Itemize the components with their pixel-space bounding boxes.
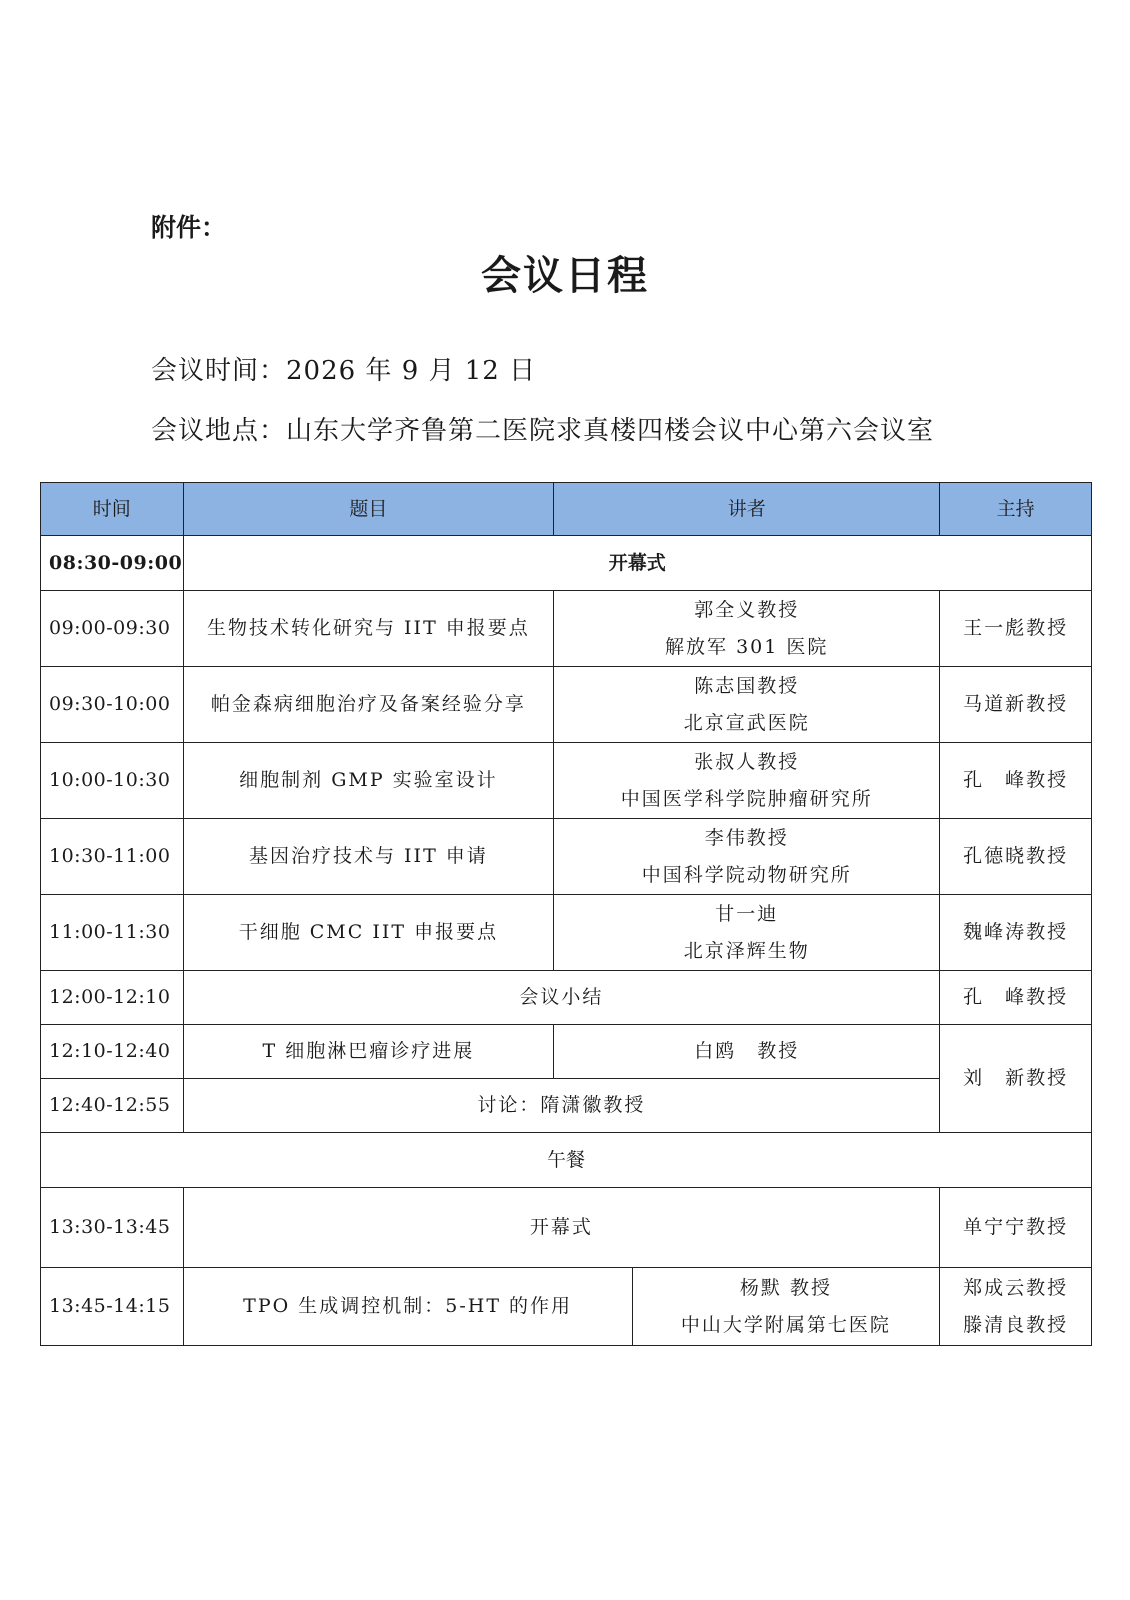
summary-time: 12:00-12:10 [41, 971, 184, 1025]
lymphoma-speaker: 白鸥 教授 [554, 1025, 940, 1079]
row-speaker-cell [554, 743, 940, 819]
lunch-label: 午餐 [41, 1133, 1092, 1188]
row-host: 孔德晓教授 [940, 819, 1092, 895]
schedule-table [40, 482, 1092, 1346]
lymphoma-host: 刘 新教授 [940, 1025, 1092, 1133]
row-affiliation: 解放军 301 医院 [665, 635, 829, 658]
row-speaker: 郭全义教授 [694, 599, 800, 622]
page-title: 会议日程 [481, 253, 649, 299]
row-speaker-cell [554, 591, 940, 667]
discussion-title: 讨论：隋潇徽教授 [183, 1079, 940, 1133]
row-topic: 基因治疗技术与 IIT 申请 [183, 819, 554, 895]
header-topic: 题目 [183, 483, 554, 536]
meeting-time: 会议时间：2026 年 9 月 12 日 [151, 356, 537, 386]
opening-time: 08:30-09:00 [41, 536, 184, 591]
tpo-speaker-cell [632, 1268, 940, 1346]
row-affiliation: 中国科学院动物研究所 [641, 863, 852, 886]
lymphoma-row [41, 1025, 1092, 1079]
row-host: 王一彪教授 [940, 591, 1092, 667]
row-speaker-cell [554, 819, 940, 895]
row-affiliation: 中国医学科学院肿瘤研究所 [620, 787, 873, 810]
summary-title: 会议小结 [183, 971, 940, 1025]
row-speaker: 甘一迪 [715, 903, 779, 926]
row-time: 10:30-11:00 [41, 819, 184, 895]
afternoon-opening-title: 开幕式 [183, 1188, 940, 1268]
tpo-host-1: 郑成云教授 [963, 1277, 1069, 1300]
row-topic: 细胞制剂 GMP 实验室设计 [183, 743, 554, 819]
table-row [41, 743, 1092, 819]
tpo-time: 13:45-14:15 [41, 1268, 184, 1346]
row-host: 马道新教授 [940, 667, 1092, 743]
row-time: 09:00-09:30 [41, 591, 184, 667]
discussion-row [41, 1079, 1092, 1133]
table-row [41, 667, 1092, 743]
tpo-topic: TPO 生成调控机制：5-HT 的作用 [183, 1268, 632, 1346]
lymphoma-time: 12:10-12:40 [41, 1025, 184, 1079]
summary-host: 孔 峰教授 [940, 971, 1092, 1025]
header-speaker: 讲者 [554, 483, 940, 536]
row-speaker: 李伟教授 [704, 827, 789, 850]
row-topic: 干细胞 CMC IIT 申报要点 [183, 895, 554, 971]
row-time: 11:00-11:30 [41, 895, 184, 971]
tpo-affiliation: 中山大学附属第七医院 [680, 1313, 891, 1336]
tpo-host-cell [940, 1268, 1092, 1346]
lymphoma-topic: T 细胞淋巴瘤诊疗进展 [183, 1025, 554, 1079]
row-topic: 生物技术转化研究与 IIT 申报要点 [183, 591, 554, 667]
header-host: 主持 [940, 483, 1092, 536]
afternoon-opening-time: 13:30-13:45 [41, 1188, 184, 1268]
row-host: 魏峰涛教授 [940, 895, 1092, 971]
table-row [41, 895, 1092, 971]
summary-row [41, 971, 1092, 1025]
row-speaker: 张叔人教授 [694, 751, 800, 774]
row-speaker: 陈志国教授 [694, 675, 800, 698]
row-host: 孔 峰教授 [940, 743, 1092, 819]
table-row [41, 819, 1092, 895]
row-affiliation: 北京宣武医院 [683, 711, 810, 734]
row-speaker-cell [554, 667, 940, 743]
tpo-host-2: 滕清良教授 [963, 1313, 1069, 1336]
row-affiliation: 北京泽辉生物 [683, 939, 810, 962]
afternoon-opening-host: 单宁宁教授 [940, 1188, 1092, 1268]
row-speaker-cell [554, 895, 940, 971]
header-time: 时间 [41, 483, 184, 536]
discussion-time: 12:40-12:55 [41, 1079, 184, 1133]
row-time: 09:30-10:00 [41, 667, 184, 743]
row-topic: 帕金森病细胞治疗及备案经验分享 [183, 667, 554, 743]
table-row [41, 591, 1092, 667]
row-time: 10:00-10:30 [41, 743, 184, 819]
opening-title: 开幕式 [183, 536, 1091, 591]
lunch-row [41, 1133, 1092, 1188]
meeting-place: 会议地点：山东大学齐鲁第二医院求真楼四楼会议中心第六会议室 [151, 416, 935, 446]
tpo-speaker: 杨默 教授 [739, 1277, 832, 1300]
table-header-row [41, 483, 1092, 536]
tpo-row [41, 1268, 1092, 1346]
attachment-label: 附件： [151, 213, 227, 242]
afternoon-opening-row [41, 1188, 1092, 1268]
opening-row [41, 536, 1092, 591]
